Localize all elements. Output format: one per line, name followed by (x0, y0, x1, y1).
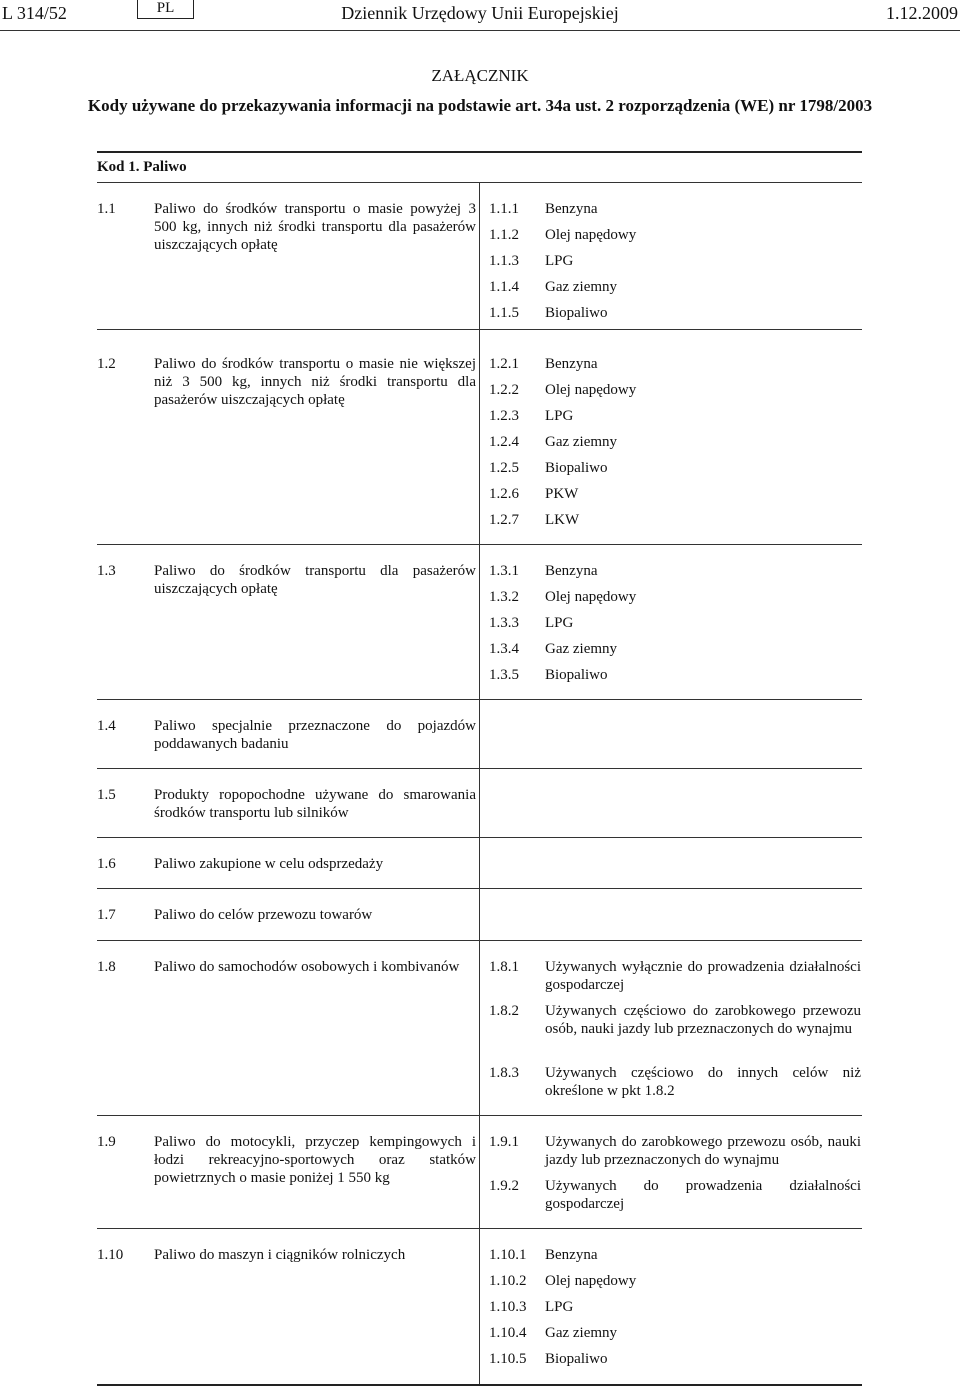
subcategory-description: Biopaliwo (545, 460, 608, 476)
subcategory-code: 1.3.4 (489, 641, 519, 657)
subcategory-code: 1.9.1 (489, 1134, 519, 1150)
subcategory-code: 1.8.3 (489, 1065, 519, 1081)
category-code: 1.4 (97, 718, 116, 734)
row-divider (97, 888, 862, 889)
subcategory-description: LPG (545, 408, 574, 424)
category-description: Paliwo do środków transportu o masie nie większej niż 3 500 kg, innych niż środki transportu dla pasażerów uiszczających opłatę (154, 356, 476, 408)
subcategory-description: Biopaliwo (545, 1351, 608, 1367)
subcategory-code: 1.2.1 (489, 356, 519, 372)
category-code: 1.10 (97, 1247, 124, 1263)
code-heading: Kod 1. Paliwo (97, 159, 187, 175)
subcategory-code: 1.1.5 (489, 305, 519, 321)
annex-title: Kody używane do przekazywania informacji na podstawie art. 34a ust. 2 rozporządzenia (WE) nr 1798/2003 (87, 96, 873, 115)
subcategory-description: Olej napędowy (545, 227, 637, 243)
subcategory-description: Benzyna (545, 563, 598, 579)
category-description: Paliwo do samochodów osobowych i kombivanów (154, 959, 460, 975)
subcategory-description: Benzyna (545, 356, 598, 372)
column-divider (479, 183, 480, 1384)
row-divider (97, 940, 862, 941)
subcategory-description: Używanych częściowo do innych celów niż określone w pkt 1.8.2 (545, 1065, 861, 1099)
subcategory-code: 1.2.2 (489, 382, 519, 398)
subcategory-code: 1.8.2 (489, 1003, 519, 1019)
subcategory-description: Gaz ziemny (545, 279, 618, 295)
subcategory-description: Używanych do prowadzenia działalności gospodarczej (545, 1178, 861, 1212)
subcategory-description: Olej napędowy (545, 1273, 637, 1289)
category-description: Paliwo do środków transportu dla pasażerów uiszczających opłatę (154, 563, 476, 597)
subcategory-code: 1.2.5 (489, 460, 519, 476)
subcategory-code: 1.3.2 (489, 589, 519, 605)
annex-label: ZAŁĄCZNIK (431, 66, 529, 85)
subcategory-description: Olej napędowy (545, 589, 637, 605)
category-code: 1.8 (97, 959, 116, 975)
subcategory-description: Olej napędowy (545, 382, 637, 398)
subcategory-code: 1.2.3 (489, 408, 519, 424)
subcategory-description: PKW (545, 486, 579, 502)
category-code: 1.3 (97, 563, 116, 579)
subcategory-code: 1.10.5 (489, 1351, 527, 1367)
subcategory-code: 1.3.3 (489, 615, 519, 631)
subcategory-code: 1.10.2 (489, 1273, 527, 1289)
language-badge: PL (137, 0, 194, 19)
subcategory-description: Używanych do zarobkowego przewozu osób, nauki jazdy lub przeznaczonych do wynajmu (545, 1134, 861, 1168)
subcategory-code: 1.9.2 (489, 1178, 519, 1194)
category-description: Paliwo do środków transportu o masie powyżej 3 500 kg, innych niż środki transportu dla pasażerów uiszczających opłatę (154, 201, 476, 253)
row-divider (97, 699, 862, 700)
subcategory-code: 1.1.3 (489, 253, 519, 269)
subcategory-code: 1.2.6 (489, 486, 519, 502)
subcategory-description: Używanych częściowo do zarobkowego przewozu osób, nauki jazdy lub przeznaczonych do wynajmu (545, 1003, 861, 1037)
category-description: Paliwo zakupione w celu odsprzedaży (154, 856, 384, 872)
subcategory-code: 1.1.1 (489, 201, 519, 217)
subcategory-description: LPG (545, 615, 574, 631)
category-description: Paliwo specjalnie przeznaczone do pojazdów poddawanych badaniu (154, 718, 476, 752)
row-divider (97, 329, 862, 330)
subcategory-description: LKW (545, 512, 580, 528)
subcategory-description: LPG (545, 1299, 574, 1315)
category-code: 1.7 (97, 907, 116, 923)
subcategory-description: LPG (545, 253, 574, 269)
subcategory-code: 1.3.5 (489, 667, 519, 683)
category-code: 1.2 (97, 356, 116, 372)
subcategory-description: Gaz ziemny (545, 641, 618, 657)
subcategory-description: Benzyna (545, 201, 598, 217)
category-description: Paliwo do celów przewozu towarów (154, 907, 373, 923)
category-description: Produkty ropopochodne używane do smarowania środków transportu lub silników (154, 787, 476, 821)
table-top-rule (97, 151, 862, 153)
row-divider (97, 1115, 862, 1116)
category-description: Paliwo do maszyn i ciągników rolniczych (154, 1247, 406, 1263)
category-code: 1.1 (97, 201, 116, 217)
publication-date: 1.12.2009 (886, 3, 958, 23)
subcategory-description: Benzyna (545, 1247, 598, 1263)
category-code: 1.6 (97, 856, 116, 872)
category-description: Paliwo do motocykli, przyczep kempingowych i łodzi rekreacyjno-sportowych oraz statków powietrznych o masie poniżej 1 550 kg (154, 1134, 476, 1186)
row-divider (97, 544, 862, 545)
subcategory-description: Gaz ziemny (545, 1325, 618, 1341)
subcategory-code: 1.3.1 (489, 563, 519, 579)
subcategory-description: Biopaliwo (545, 667, 608, 683)
subcategory-description: Używanych wyłącznie do prowadzenia działalności gospodarczej (545, 959, 861, 993)
journal-header (0, 0, 960, 34)
journal-name: Dziennik Urzędowy Unii Europejskiej (341, 3, 619, 23)
subcategory-code: 1.10.4 (489, 1325, 527, 1341)
subcategory-description: Biopaliwo (545, 305, 608, 321)
subcategory-code: 1.1.4 (489, 279, 519, 295)
category-code: 1.9 (97, 1134, 116, 1150)
subcategory-code: 1.8.1 (489, 959, 519, 975)
row-divider (97, 837, 862, 838)
row-divider (97, 768, 862, 769)
subcategory-code: 1.10.1 (489, 1247, 527, 1263)
category-code: 1.5 (97, 787, 116, 803)
subcategory-code: 1.2.7 (489, 512, 519, 528)
row-divider (97, 1228, 862, 1229)
page-reference: L 314/52 (2, 3, 67, 23)
subcategory-description: Gaz ziemny (545, 434, 618, 450)
subcategory-code: 1.10.3 (489, 1299, 527, 1315)
subcategory-code: 1.1.2 (489, 227, 519, 243)
header-divider (0, 30, 960, 31)
subcategory-code: 1.2.4 (489, 434, 519, 450)
